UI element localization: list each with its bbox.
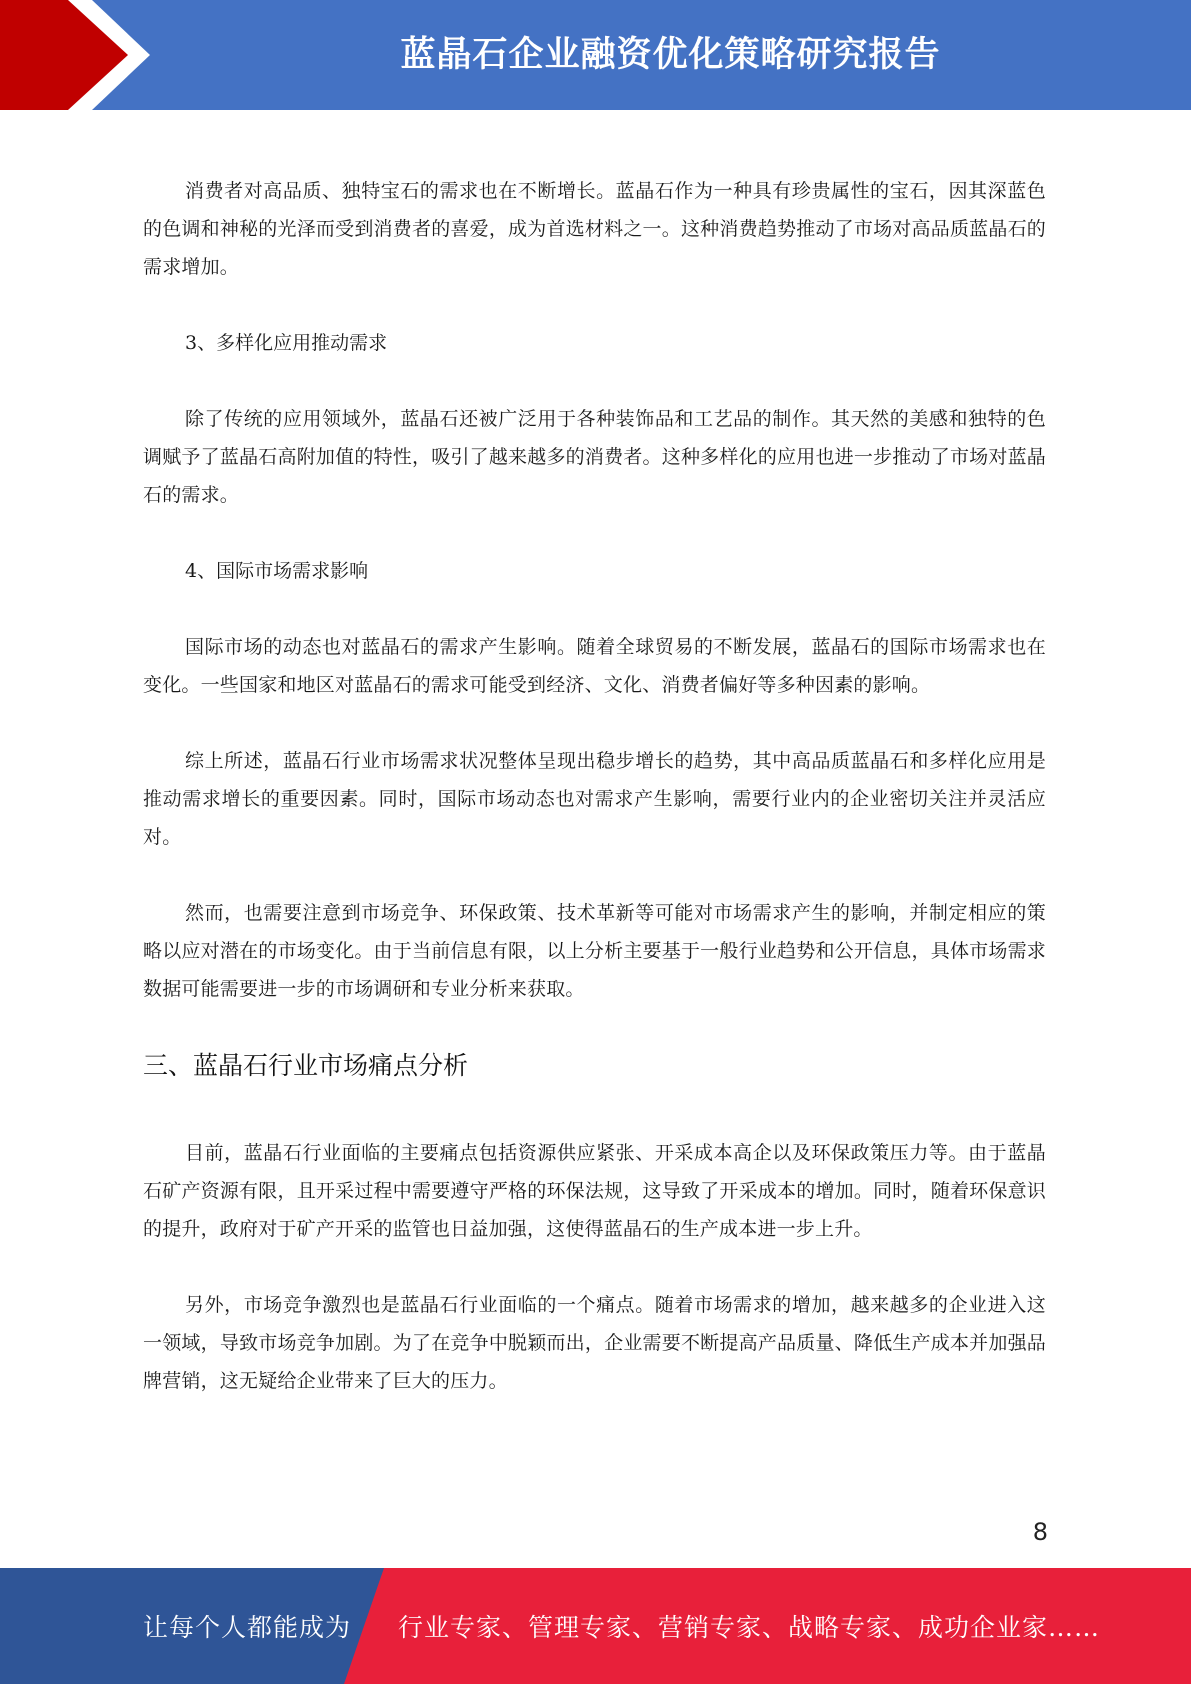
paragraph: 除了传统的应用领域外，蓝晶石还被广泛用于各种装饰品和工艺品的制作。其天然的美感和独特的色调赋予了蓝晶石高附加值的特性，吸引了越来越多的消费者。这种多样化的应用也进一步推动了市场对蓝晶石的需求。 bbox=[143, 408, 1046, 506]
footer-slogan-right: 行业专家、管理专家、营销专家、战略专家、成功企业家…… bbox=[398, 1613, 1101, 1642]
subheading-3: 3、多样化应用推动需求 bbox=[185, 332, 388, 354]
footer-slogan-left: 让每个人都能成为 bbox=[143, 1613, 352, 1642]
paragraph: 国际市场的动态也对蓝晶石的需求产生影响。随着全球贸易的不断发展，蓝晶石的国际市场需求也在变化。一些国家和地区对蓝晶石的需求可能受到经济、文化、消费者偏好等多种因素的影响。 bbox=[143, 636, 1046, 696]
document-body bbox=[143, 172, 1046, 1438]
section-heading: 三、蓝晶石行业市场痛点分析 bbox=[143, 1051, 469, 1080]
paragraph: 消费者对高品质、独特宝石的需求也在不断增长。蓝晶石作为一种具有珍贵属性的宝石，因其深蓝色的色调和神秘的光泽而受到消费者的喜爱，成为首选材料之一。这种消费趋势推动了市场对高品质蓝晶石的需求增加。 bbox=[143, 180, 1046, 278]
paragraph: 另外，市场竞争激烈也是蓝晶石行业面临的一个痛点。随着市场需求的增加，越来越多的企业进入这一领域，导致市场竞争加剧。为了在竞争中脱颖而出，企业需要不断提高产品质量、降低生产成本并加强品牌营销，这无疑给企业带来了巨大的压力。 bbox=[143, 1294, 1046, 1392]
paragraph: 然而，也需要注意到市场竞争、环保政策、技术革新等可能对市场需求产生的影响，并制定相应的策略以应对潜在的市场变化。由于当前信息有限，以上分析主要基于一般行业趋势和公开信息，具体市场需求数据可能需要进一步的市场调研和专业分析来获取。 bbox=[143, 902, 1046, 1000]
paragraph: 目前，蓝晶石行业面临的主要痛点包括资源供应紧张、开采成本高企以及环保政策压力等。由于蓝晶石矿产资源有限，且开采过程中需要遵守严格的环保法规，这导致了开采成本的增加。同时，随着环保意识的提升，政府对于矿产开采的监管也日益加强，这使得蓝晶石的生产成本进一步上升。 bbox=[143, 1142, 1046, 1240]
page-number: 8 bbox=[1032, 1518, 1048, 1546]
page-footer bbox=[0, 1568, 1191, 1684]
document-title: 蓝晶石企业融资优化策略研究报告 bbox=[400, 35, 941, 75]
subheading-4: 4、国际市场需求影响 bbox=[185, 560, 369, 582]
paragraph: 综上所述，蓝晶石行业市场需求状况整体呈现出稳步增长的趋势，其中高品质蓝晶石和多样化应用是推动需求增长的重要因素。同时，国际市场动态也对需求产生影响，需要行业内的企业密切关注并灵活应对。 bbox=[143, 750, 1046, 848]
page-header bbox=[0, 0, 1191, 110]
